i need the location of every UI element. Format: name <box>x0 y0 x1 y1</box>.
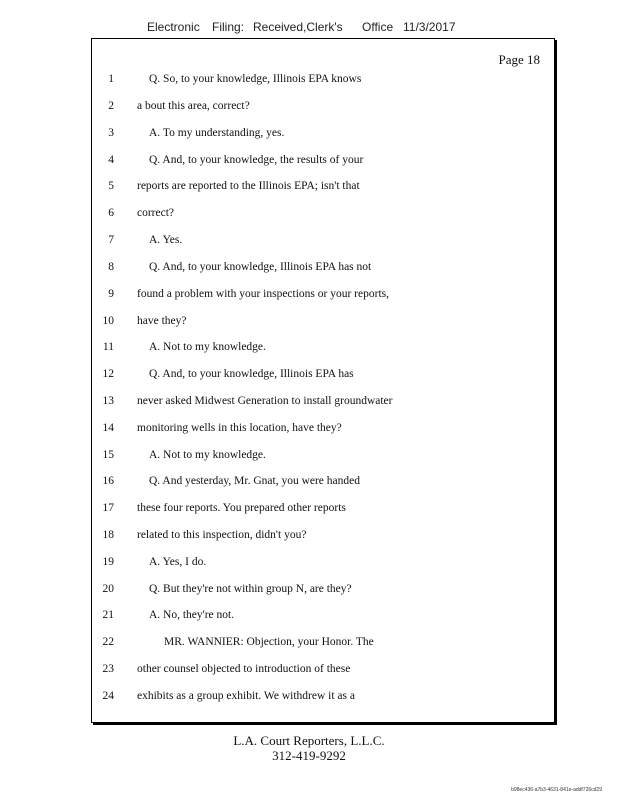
line-text: have they? <box>137 315 187 327</box>
line-number: 8 <box>108 261 114 273</box>
line-number: 10 <box>102 315 114 327</box>
line-text: exhibits as a group exhibit. We withdrew it as a <box>137 690 355 702</box>
line-number: 18 <box>102 529 114 541</box>
transcript-line <box>92 690 552 706</box>
line-number: 5 <box>108 180 114 192</box>
line-text: Q. And, to your knowledge, the results of your <box>149 154 364 166</box>
transcript-line <box>92 449 552 465</box>
transcript-line <box>92 529 552 545</box>
transcript-line <box>92 475 552 491</box>
line-number: 17 <box>102 502 114 514</box>
transcript-line <box>92 180 552 196</box>
header-date: 11/3/2017 <box>403 20 456 34</box>
transcript-line <box>92 154 552 170</box>
header-electronic: Electronic <box>147 20 200 34</box>
line-text: Q. So, to your knowledge, Illinois EPA knows <box>149 73 362 85</box>
transcript-line <box>92 502 552 518</box>
header-filing: Filing: <box>212 20 245 34</box>
transcript-page <box>91 38 555 723</box>
transcript-line <box>92 556 552 572</box>
transcript-line <box>92 100 552 116</box>
line-number: 7 <box>108 234 114 246</box>
line-number: 24 <box>102 690 114 702</box>
document-hash: b98ec436-a7b3-4631-841e-addf726cd29 <box>511 787 602 793</box>
transcript-line <box>92 583 552 599</box>
line-text: A. No, they're not. <box>149 609 235 621</box>
line-text: A. To my understanding, yes. <box>149 127 285 139</box>
line-number: 14 <box>102 422 114 434</box>
line-number: 3 <box>108 127 114 139</box>
line-number: 4 <box>108 154 114 166</box>
transcript-line <box>92 288 552 304</box>
line-text: a bout this area, correct? <box>137 100 250 112</box>
line-text: A. Yes, I do. <box>149 556 207 568</box>
line-text: correct? <box>137 207 175 219</box>
line-text: reports are reported to the Illinois EPA; isn't that <box>137 180 360 192</box>
transcript-line <box>92 127 552 143</box>
header-received: Received,Clerk's <box>253 20 343 34</box>
line-number: 22 <box>102 636 114 648</box>
transcript-line <box>92 636 552 652</box>
line-number: 15 <box>102 449 114 461</box>
line-number: 2 <box>108 100 114 112</box>
transcript-line <box>92 73 552 89</box>
line-text: Q. And, to your knowledge, Illinois EPA has <box>149 368 354 380</box>
line-text: MR. WANNIER: Objection, your Honor. The <box>164 636 374 648</box>
line-number: 6 <box>108 207 114 219</box>
transcript-line <box>92 315 552 331</box>
line-number: 11 <box>102 341 114 353</box>
line-text: Q. And, to your knowledge, Illinois EPA has not <box>149 261 372 273</box>
line-text: found a problem with your inspections or your reports, <box>137 288 389 300</box>
line-number: 9 <box>108 288 114 300</box>
transcript-line <box>92 341 552 357</box>
line-number: 13 <box>102 395 114 407</box>
transcript-line <box>92 207 552 223</box>
line-text: these four reports. You prepared other reports <box>137 502 346 514</box>
line-text: never asked Midwest Generation to install groundwater <box>137 395 393 407</box>
transcript-line <box>92 261 552 277</box>
line-number: 23 <box>102 663 114 675</box>
page-number: Page 18 <box>498 52 540 67</box>
transcript-line <box>92 395 552 411</box>
line-number: 21 <box>102 609 114 621</box>
transcript-line <box>92 663 552 679</box>
line-number: 1 <box>108 73 114 85</box>
filing-header <box>0 20 618 38</box>
line-text: other counsel objected to introduction of these <box>137 663 351 675</box>
footer-company: L.A. Court Reporters, L.L.C. <box>233 733 385 748</box>
line-text: related to this inspection, didn't you? <box>137 529 307 541</box>
transcript-line <box>92 609 552 625</box>
transcript-line <box>92 422 552 438</box>
transcript-line <box>92 234 552 250</box>
line-number: 19 <box>102 556 114 568</box>
line-text: monitoring wells in this location, have they? <box>137 422 342 434</box>
line-number: 20 <box>102 583 114 595</box>
line-text: A. Not to my knowledge. <box>149 341 266 353</box>
transcript-line <box>92 368 552 384</box>
line-text: Q. And yesterday, Mr. Gnat, you were handed <box>149 475 360 487</box>
footer-phone: 312-419-9292 <box>272 748 346 763</box>
line-number: 12 <box>102 368 114 380</box>
line-text: A. Not to my knowledge. <box>149 449 266 461</box>
line-text: Q. But they're not within group N, are they? <box>149 583 352 595</box>
line-number: 16 <box>102 475 114 487</box>
header-office: Office <box>362 20 394 34</box>
line-text: A. Yes. <box>149 234 183 246</box>
